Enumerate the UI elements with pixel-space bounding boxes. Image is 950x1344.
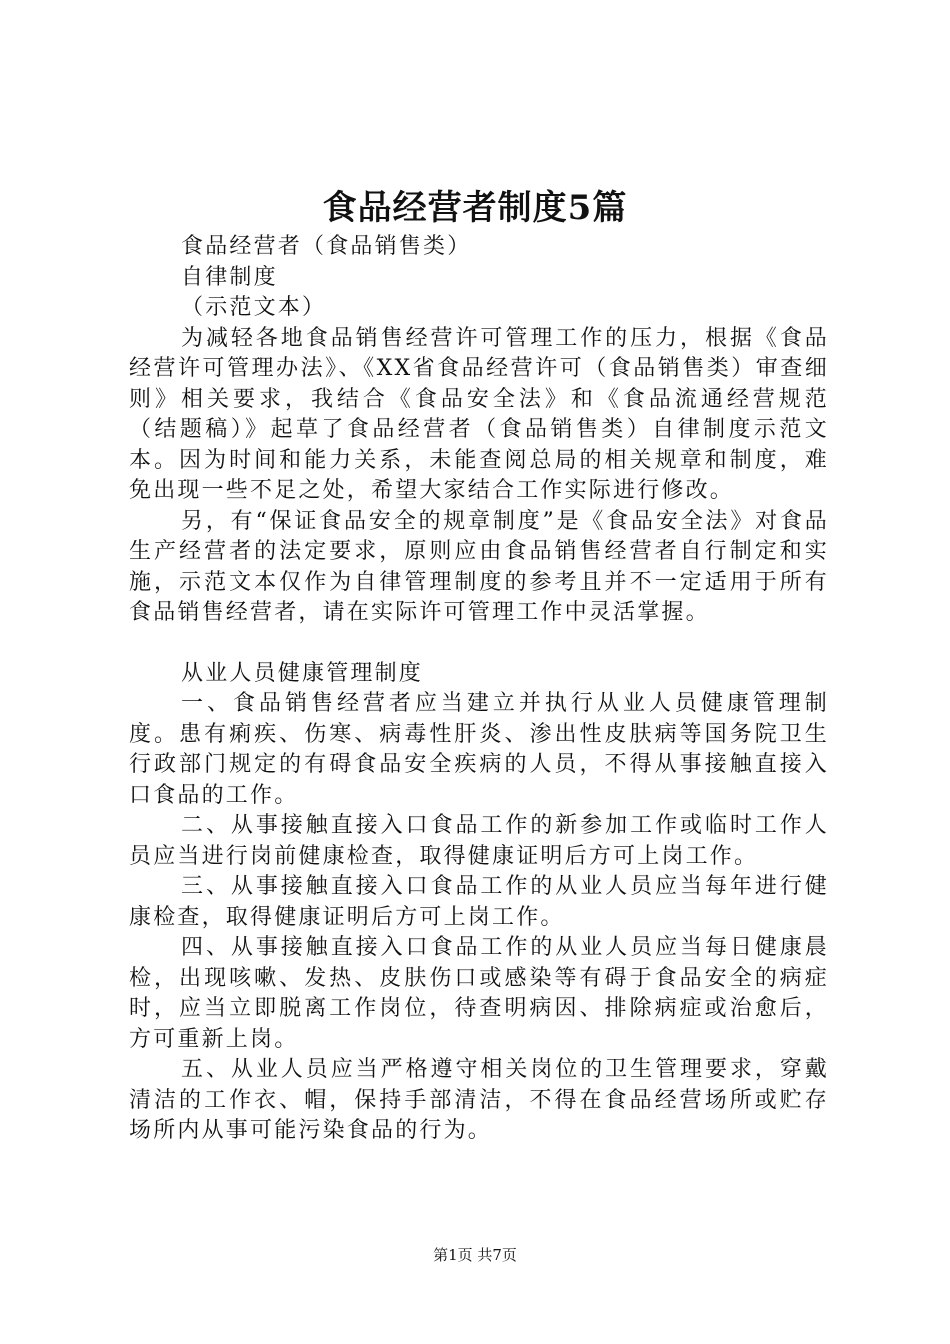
section-item: 四、从事接触直接入口食品工作的从业人员应当每日健康晨检，出现咳嗽、发热、皮肤伤口或感染等有碍于食品安全的病症时，应当立即脱离工作岗位，待查明病因、排除病症或治愈后，方可重新上岗。 [129,935,829,1052]
section-item: 三、从事接触直接入口食品工作的从业人员应当每年进行健康检查，取得健康证明后方可上岗工作。 [129,874,829,930]
section-item: 一、食品销售经营者应当建立并执行从业人员健康管理制度。患有痢疾、伤寒、病毒性肝炎、渗出性皮肤病等国务院卫生行政部门规定的有碍食品安全疾病的人员，不得从事接触直接入口食品的工作。 [129,691,829,808]
section-title: 从业人员健康管理制度 [181,660,424,686]
header-line: 自律制度 [181,264,278,290]
section-item: 二、从事接触直接入口食品工作的新参加工作或临时工作人员应当进行岗前健康检查，取得健康证明后方可上岗工作。 [129,813,829,869]
header-line: 食品经营者（食品销售类） [181,234,472,259]
intro-paragraph: 为减轻各地食品销售经营许可管理工作的压力，根据《食品经营许可管理办法》、《XX省食品经营许可（食品销售类）审查细则》相关要求，我结合《食品安全法》和《食品流通经营规范（结题稿）》起草了食品经营者（食品销售类）自律制度示范文本。因为时间和能力关系，未能查阅总局的相关规章和制度，难免出现一些不足之处，希望大家结合工作实际进行修改。 [129,325,829,503]
intro-paragraph: 另，有“保证食品安全的规章制度”是《食品安全法》对食品生产经营者的法定要求，原则应由食品销售经营者自行制定和实施，示范文本仅作为自律管理制度的参考且并不一定适用于所有食品销售经营者，请在实际许可管理工作中灵活掌握。 [129,508,829,625]
page-indicator: 第1页 共7页 [433,1246,517,1264]
header-line: （示范文本） [181,295,327,320]
document-title: 食品经营者制度5篇 [322,188,628,228]
document-body [129,232,829,1147]
section-item: 五、从业人员应当严格遵守相关岗位的卫生管理要求，穿戴清洁的工作衣、帽，保持手部清洁，不得在食品经营场所或贮存场所内从事可能污染食品的行为。 [129,1057,829,1143]
